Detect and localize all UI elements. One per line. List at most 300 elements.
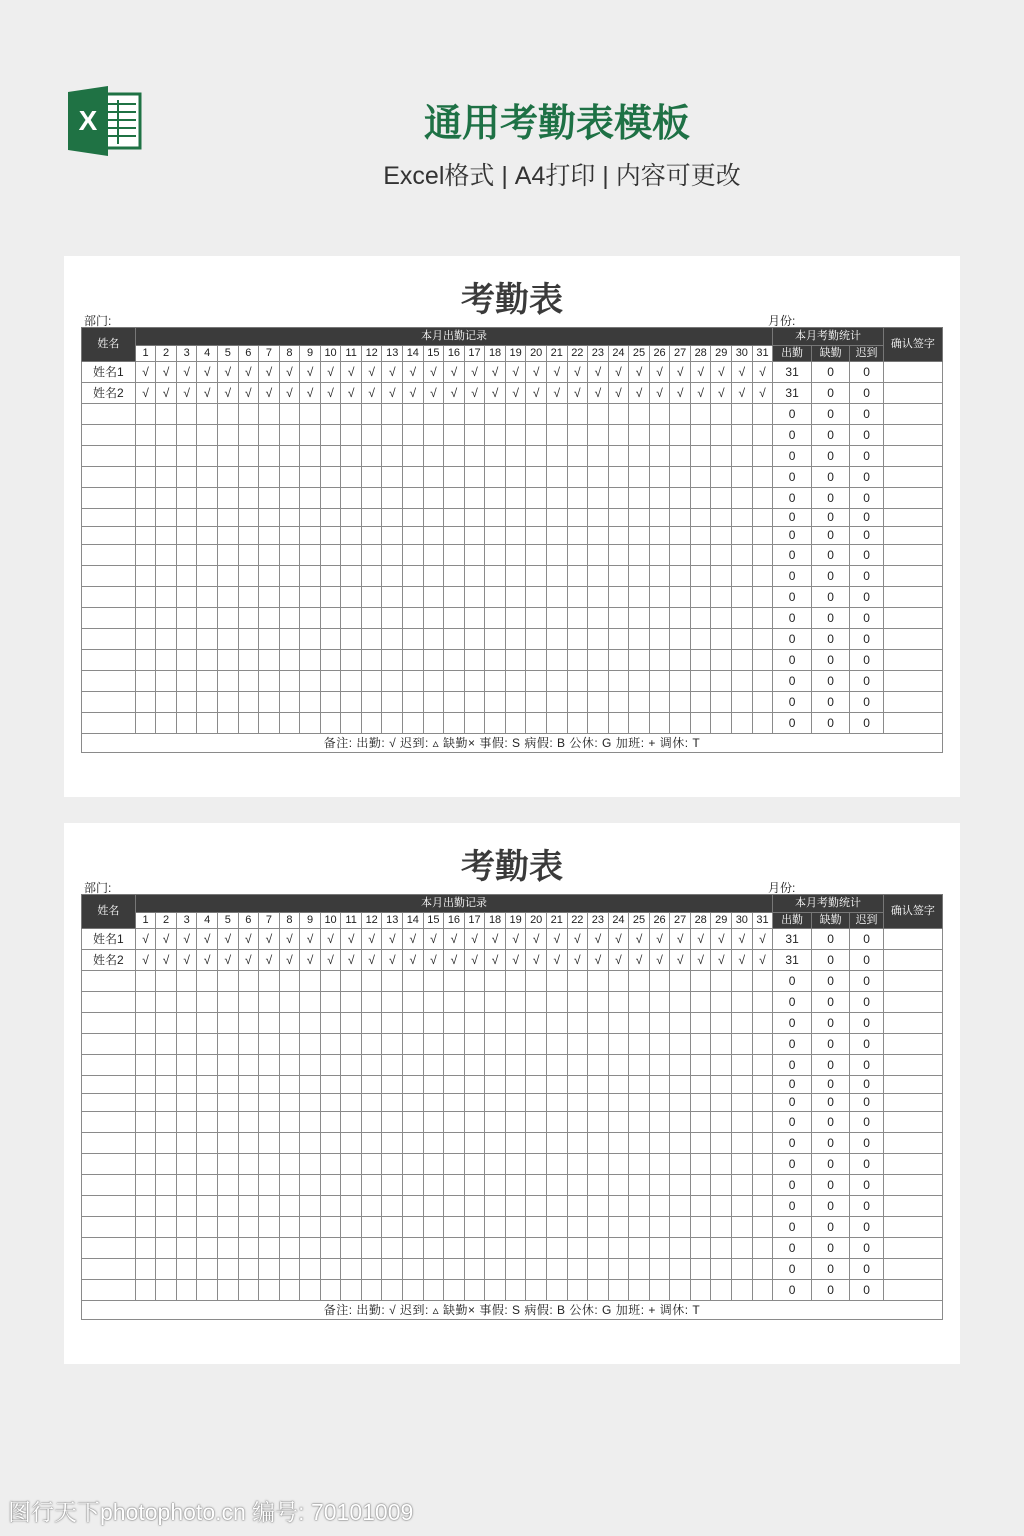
- day-cell[interactable]: [135, 425, 156, 446]
- day-cell[interactable]: [670, 1076, 691, 1094]
- day-cell[interactable]: [135, 509, 156, 527]
- day-cell[interactable]: [382, 1034, 403, 1055]
- employee-name-cell[interactable]: [82, 527, 136, 545]
- day-cell[interactable]: [279, 1094, 300, 1112]
- day-cell[interactable]: [423, 629, 444, 650]
- day-cell[interactable]: [341, 971, 362, 992]
- employee-name-cell[interactable]: [82, 446, 136, 467]
- day-cell[interactable]: [649, 1112, 670, 1133]
- day-cell[interactable]: √: [546, 950, 567, 971]
- signature-cell[interactable]: [883, 545, 942, 566]
- day-cell[interactable]: √: [752, 950, 773, 971]
- day-cell[interactable]: [444, 1013, 465, 1034]
- day-cell[interactable]: [732, 509, 753, 527]
- day-cell[interactable]: [361, 1094, 382, 1112]
- day-cell[interactable]: [649, 1013, 670, 1034]
- day-cell[interactable]: [567, 1154, 588, 1175]
- day-cell[interactable]: [403, 425, 424, 446]
- day-cell[interactable]: √: [649, 950, 670, 971]
- day-cell[interactable]: [505, 425, 526, 446]
- day-cell[interactable]: [567, 1133, 588, 1154]
- day-cell[interactable]: [320, 1175, 341, 1196]
- signature-cell[interactable]: [883, 1196, 942, 1217]
- day-cell[interactable]: [670, 713, 691, 734]
- day-cell[interactable]: [464, 608, 485, 629]
- day-cell[interactable]: [135, 1154, 156, 1175]
- day-cell[interactable]: [752, 446, 773, 467]
- day-cell[interactable]: [649, 446, 670, 467]
- day-cell[interactable]: [341, 629, 362, 650]
- day-cell[interactable]: [176, 692, 197, 713]
- day-cell[interactable]: [197, 608, 218, 629]
- day-cell[interactable]: [176, 404, 197, 425]
- day-cell[interactable]: [217, 545, 238, 566]
- day-cell[interactable]: [464, 527, 485, 545]
- day-cell[interactable]: √: [670, 362, 691, 383]
- day-cell[interactable]: [546, 1238, 567, 1259]
- day-cell[interactable]: [217, 671, 238, 692]
- day-cell[interactable]: [197, 992, 218, 1013]
- day-cell[interactable]: [444, 467, 465, 488]
- day-cell[interactable]: [546, 467, 567, 488]
- day-cell[interactable]: √: [690, 383, 711, 404]
- employee-name-cell[interactable]: [82, 488, 136, 509]
- day-cell[interactable]: [176, 509, 197, 527]
- day-cell[interactable]: [526, 446, 547, 467]
- day-cell[interactable]: [752, 527, 773, 545]
- day-cell[interactable]: [423, 545, 444, 566]
- day-cell[interactable]: [670, 404, 691, 425]
- day-cell[interactable]: [588, 488, 609, 509]
- day-cell[interactable]: [505, 1280, 526, 1301]
- day-cell[interactable]: [752, 608, 773, 629]
- day-cell[interactable]: [505, 1217, 526, 1238]
- day-cell[interactable]: [423, 1094, 444, 1112]
- day-cell[interactable]: √: [259, 929, 280, 950]
- day-cell[interactable]: [238, 1055, 259, 1076]
- day-cell[interactable]: [505, 1175, 526, 1196]
- day-cell[interactable]: [567, 1094, 588, 1112]
- day-cell[interactable]: √: [649, 362, 670, 383]
- day-cell[interactable]: √: [546, 362, 567, 383]
- day-cell[interactable]: [361, 1034, 382, 1055]
- day-cell[interactable]: [711, 1112, 732, 1133]
- day-cell[interactable]: [217, 1259, 238, 1280]
- day-cell[interactable]: [197, 671, 218, 692]
- day-cell[interactable]: [505, 587, 526, 608]
- signature-cell[interactable]: [883, 1112, 942, 1133]
- day-cell[interactable]: [444, 509, 465, 527]
- day-cell[interactable]: [505, 1196, 526, 1217]
- day-cell[interactable]: [217, 1217, 238, 1238]
- day-cell[interactable]: [382, 1154, 403, 1175]
- day-cell[interactable]: √: [444, 929, 465, 950]
- day-cell[interactable]: [135, 650, 156, 671]
- day-cell[interactable]: √: [382, 929, 403, 950]
- day-cell[interactable]: [320, 971, 341, 992]
- day-cell[interactable]: [320, 1034, 341, 1055]
- day-cell[interactable]: [423, 608, 444, 629]
- day-cell[interactable]: [320, 1094, 341, 1112]
- day-cell[interactable]: [156, 545, 177, 566]
- day-cell[interactable]: [444, 566, 465, 587]
- day-cell[interactable]: [197, 467, 218, 488]
- day-cell[interactable]: [752, 425, 773, 446]
- signature-cell[interactable]: [883, 1259, 942, 1280]
- day-cell[interactable]: [341, 527, 362, 545]
- day-cell[interactable]: [259, 992, 280, 1013]
- day-cell[interactable]: [629, 509, 650, 527]
- day-cell[interactable]: [320, 1055, 341, 1076]
- day-cell[interactable]: √: [423, 950, 444, 971]
- day-cell[interactable]: [320, 671, 341, 692]
- day-cell[interactable]: [176, 1175, 197, 1196]
- day-cell[interactable]: [732, 1217, 753, 1238]
- day-cell[interactable]: [156, 1076, 177, 1094]
- day-cell[interactable]: [649, 488, 670, 509]
- day-cell[interactable]: √: [320, 383, 341, 404]
- day-cell[interactable]: [608, 1055, 629, 1076]
- employee-name-cell[interactable]: [82, 1238, 136, 1259]
- day-cell[interactable]: [320, 566, 341, 587]
- day-cell[interactable]: [320, 1133, 341, 1154]
- day-cell[interactable]: [649, 1154, 670, 1175]
- day-cell[interactable]: [567, 1013, 588, 1034]
- day-cell[interactable]: [382, 1259, 403, 1280]
- day-cell[interactable]: [732, 671, 753, 692]
- day-cell[interactable]: [670, 1280, 691, 1301]
- day-cell[interactable]: [690, 1217, 711, 1238]
- day-cell[interactable]: [197, 1112, 218, 1133]
- day-cell[interactable]: [567, 488, 588, 509]
- day-cell[interactable]: √: [259, 362, 280, 383]
- day-cell[interactable]: [259, 692, 280, 713]
- day-cell[interactable]: [300, 509, 321, 527]
- day-cell[interactable]: [505, 608, 526, 629]
- day-cell[interactable]: [156, 488, 177, 509]
- day-cell[interactable]: [341, 1238, 362, 1259]
- day-cell[interactable]: [464, 488, 485, 509]
- day-cell[interactable]: [485, 1238, 506, 1259]
- day-cell[interactable]: [505, 1034, 526, 1055]
- day-cell[interactable]: [361, 1112, 382, 1133]
- day-cell[interactable]: [300, 1094, 321, 1112]
- employee-name-cell[interactable]: [82, 1013, 136, 1034]
- day-cell[interactable]: [403, 671, 424, 692]
- day-cell[interactable]: [485, 527, 506, 545]
- signature-cell[interactable]: [883, 671, 942, 692]
- day-cell[interactable]: [670, 509, 691, 527]
- day-cell[interactable]: [546, 1013, 567, 1034]
- day-cell[interactable]: [546, 545, 567, 566]
- day-cell[interactable]: [711, 587, 732, 608]
- day-cell[interactable]: [505, 527, 526, 545]
- day-cell[interactable]: [403, 713, 424, 734]
- day-cell[interactable]: [588, 1259, 609, 1280]
- day-cell[interactable]: [485, 446, 506, 467]
- day-cell[interactable]: [588, 608, 609, 629]
- day-cell[interactable]: [403, 1133, 424, 1154]
- day-cell[interactable]: [361, 1280, 382, 1301]
- day-cell[interactable]: [649, 1094, 670, 1112]
- day-cell[interactable]: [546, 1217, 567, 1238]
- day-cell[interactable]: [732, 1076, 753, 1094]
- day-cell[interactable]: [546, 566, 567, 587]
- day-cell[interactable]: [361, 650, 382, 671]
- day-cell[interactable]: [135, 629, 156, 650]
- day-cell[interactable]: [217, 608, 238, 629]
- day-cell[interactable]: [382, 545, 403, 566]
- day-cell[interactable]: [197, 1133, 218, 1154]
- day-cell[interactable]: [156, 566, 177, 587]
- day-cell[interactable]: [341, 566, 362, 587]
- day-cell[interactable]: [526, 671, 547, 692]
- day-cell[interactable]: [135, 587, 156, 608]
- day-cell[interactable]: √: [176, 929, 197, 950]
- day-cell[interactable]: [567, 992, 588, 1013]
- day-cell[interactable]: [135, 1217, 156, 1238]
- day-cell[interactable]: √: [279, 950, 300, 971]
- day-cell[interactable]: [608, 1175, 629, 1196]
- day-cell[interactable]: [526, 650, 547, 671]
- day-cell[interactable]: [217, 488, 238, 509]
- day-cell[interactable]: [464, 1259, 485, 1280]
- signature-cell[interactable]: [883, 629, 942, 650]
- day-cell[interactable]: [403, 566, 424, 587]
- day-cell[interactable]: [485, 545, 506, 566]
- day-cell[interactable]: [279, 1217, 300, 1238]
- day-cell[interactable]: [464, 1055, 485, 1076]
- day-cell[interactable]: [156, 1217, 177, 1238]
- day-cell[interactable]: [670, 566, 691, 587]
- day-cell[interactable]: [690, 1280, 711, 1301]
- day-cell[interactable]: [279, 1076, 300, 1094]
- day-cell[interactable]: [382, 650, 403, 671]
- day-cell[interactable]: [649, 545, 670, 566]
- day-cell[interactable]: √: [444, 950, 465, 971]
- day-cell[interactable]: [320, 488, 341, 509]
- signature-cell[interactable]: [883, 1175, 942, 1196]
- day-cell[interactable]: [341, 692, 362, 713]
- day-cell[interactable]: [300, 566, 321, 587]
- day-cell[interactable]: [670, 527, 691, 545]
- day-cell[interactable]: √: [217, 929, 238, 950]
- day-cell[interactable]: [485, 587, 506, 608]
- day-cell[interactable]: √: [690, 362, 711, 383]
- day-cell[interactable]: [238, 1259, 259, 1280]
- day-cell[interactable]: [320, 527, 341, 545]
- day-cell[interactable]: [526, 587, 547, 608]
- day-cell[interactable]: [670, 467, 691, 488]
- day-cell[interactable]: [690, 509, 711, 527]
- day-cell[interactable]: [711, 446, 732, 467]
- day-cell[interactable]: [176, 1196, 197, 1217]
- day-cell[interactable]: [629, 1154, 650, 1175]
- day-cell[interactable]: [732, 1133, 753, 1154]
- day-cell[interactable]: [690, 1154, 711, 1175]
- day-cell[interactable]: √: [732, 950, 753, 971]
- day-cell[interactable]: [259, 650, 280, 671]
- day-cell[interactable]: [649, 509, 670, 527]
- day-cell[interactable]: [546, 488, 567, 509]
- day-cell[interactable]: [300, 1217, 321, 1238]
- day-cell[interactable]: [320, 1112, 341, 1133]
- day-cell[interactable]: [361, 1076, 382, 1094]
- day-cell[interactable]: [649, 404, 670, 425]
- day-cell[interactable]: [156, 971, 177, 992]
- day-cell[interactable]: [135, 971, 156, 992]
- day-cell[interactable]: [588, 992, 609, 1013]
- day-cell[interactable]: [464, 467, 485, 488]
- day-cell[interactable]: [300, 692, 321, 713]
- day-cell[interactable]: [711, 1034, 732, 1055]
- day-cell[interactable]: [732, 608, 753, 629]
- day-cell[interactable]: √: [629, 950, 650, 971]
- day-cell[interactable]: √: [156, 362, 177, 383]
- day-cell[interactable]: [588, 1055, 609, 1076]
- day-cell[interactable]: [505, 713, 526, 734]
- day-cell[interactable]: [690, 446, 711, 467]
- day-cell[interactable]: [588, 713, 609, 734]
- day-cell[interactable]: [300, 467, 321, 488]
- day-cell[interactable]: [464, 1013, 485, 1034]
- day-cell[interactable]: √: [649, 383, 670, 404]
- day-cell[interactable]: √: [690, 950, 711, 971]
- employee-name-cell[interactable]: [82, 1076, 136, 1094]
- signature-cell[interactable]: [883, 692, 942, 713]
- day-cell[interactable]: [732, 692, 753, 713]
- day-cell[interactable]: [259, 1217, 280, 1238]
- day-cell[interactable]: [300, 527, 321, 545]
- day-cell[interactable]: [444, 1196, 465, 1217]
- day-cell[interactable]: [690, 1034, 711, 1055]
- day-cell[interactable]: √: [238, 362, 259, 383]
- day-cell[interactable]: [300, 1034, 321, 1055]
- day-cell[interactable]: [156, 1112, 177, 1133]
- day-cell[interactable]: [690, 425, 711, 446]
- day-cell[interactable]: [711, 1217, 732, 1238]
- day-cell[interactable]: [259, 1013, 280, 1034]
- day-cell[interactable]: [546, 1076, 567, 1094]
- day-cell[interactable]: [320, 1076, 341, 1094]
- day-cell[interactable]: [608, 1094, 629, 1112]
- day-cell[interactable]: [423, 527, 444, 545]
- day-cell[interactable]: [752, 1013, 773, 1034]
- day-cell[interactable]: [176, 566, 197, 587]
- day-cell[interactable]: [732, 713, 753, 734]
- day-cell[interactable]: [361, 587, 382, 608]
- day-cell[interactable]: [382, 1076, 403, 1094]
- day-cell[interactable]: [505, 1112, 526, 1133]
- day-cell[interactable]: [403, 1175, 424, 1196]
- day-cell[interactable]: [156, 713, 177, 734]
- day-cell[interactable]: [752, 488, 773, 509]
- day-cell[interactable]: √: [608, 383, 629, 404]
- day-cell[interactable]: [217, 566, 238, 587]
- day-cell[interactable]: [217, 713, 238, 734]
- day-cell[interactable]: [176, 608, 197, 629]
- day-cell[interactable]: [567, 650, 588, 671]
- day-cell[interactable]: [485, 1154, 506, 1175]
- day-cell[interactable]: [279, 1280, 300, 1301]
- day-cell[interactable]: [320, 692, 341, 713]
- day-cell[interactable]: [423, 446, 444, 467]
- day-cell[interactable]: [300, 545, 321, 566]
- day-cell[interactable]: [690, 527, 711, 545]
- day-cell[interactable]: [670, 629, 691, 650]
- day-cell[interactable]: √: [526, 383, 547, 404]
- day-cell[interactable]: [341, 545, 362, 566]
- day-cell[interactable]: [341, 1055, 362, 1076]
- day-cell[interactable]: √: [670, 929, 691, 950]
- day-cell[interactable]: [752, 1259, 773, 1280]
- day-cell[interactable]: [505, 1055, 526, 1076]
- day-cell[interactable]: [629, 1094, 650, 1112]
- day-cell[interactable]: [444, 545, 465, 566]
- day-cell[interactable]: [629, 488, 650, 509]
- day-cell[interactable]: [505, 692, 526, 713]
- day-cell[interactable]: [217, 1175, 238, 1196]
- day-cell[interactable]: [526, 992, 547, 1013]
- day-cell[interactable]: [670, 1238, 691, 1259]
- day-cell[interactable]: [464, 425, 485, 446]
- day-cell[interactable]: [526, 1175, 547, 1196]
- day-cell[interactable]: [690, 629, 711, 650]
- day-cell[interactable]: [156, 527, 177, 545]
- day-cell[interactable]: [238, 1076, 259, 1094]
- day-cell[interactable]: [567, 1280, 588, 1301]
- day-cell[interactable]: [320, 545, 341, 566]
- day-cell[interactable]: [526, 713, 547, 734]
- day-cell[interactable]: [690, 608, 711, 629]
- day-cell[interactable]: [752, 587, 773, 608]
- day-cell[interactable]: [444, 1238, 465, 1259]
- day-cell[interactable]: [546, 1196, 567, 1217]
- day-cell[interactable]: [690, 1259, 711, 1280]
- signature-cell[interactable]: [883, 650, 942, 671]
- employee-name-cell[interactable]: [82, 545, 136, 566]
- day-cell[interactable]: [485, 488, 506, 509]
- day-cell[interactable]: [588, 545, 609, 566]
- employee-name-cell[interactable]: [82, 1094, 136, 1112]
- day-cell[interactable]: [444, 650, 465, 671]
- day-cell[interactable]: [485, 629, 506, 650]
- day-cell[interactable]: [217, 692, 238, 713]
- day-cell[interactable]: [752, 545, 773, 566]
- day-cell[interactable]: [361, 509, 382, 527]
- day-cell[interactable]: [320, 1154, 341, 1175]
- day-cell[interactable]: [732, 467, 753, 488]
- employee-name-cell[interactable]: [82, 1154, 136, 1175]
- day-cell[interactable]: [732, 1013, 753, 1034]
- day-cell[interactable]: [567, 692, 588, 713]
- day-cell[interactable]: [464, 1238, 485, 1259]
- day-cell[interactable]: [300, 1076, 321, 1094]
- employee-name-cell[interactable]: [82, 629, 136, 650]
- day-cell[interactable]: [670, 425, 691, 446]
- day-cell[interactable]: [300, 629, 321, 650]
- day-cell[interactable]: [546, 1055, 567, 1076]
- day-cell[interactable]: [217, 1154, 238, 1175]
- day-cell[interactable]: [176, 1094, 197, 1112]
- day-cell[interactable]: [423, 971, 444, 992]
- day-cell[interactable]: [505, 467, 526, 488]
- day-cell[interactable]: [135, 1280, 156, 1301]
- day-cell[interactable]: √: [546, 929, 567, 950]
- day-cell[interactable]: [608, 1154, 629, 1175]
- day-cell[interactable]: [156, 1238, 177, 1259]
- day-cell[interactable]: √: [485, 383, 506, 404]
